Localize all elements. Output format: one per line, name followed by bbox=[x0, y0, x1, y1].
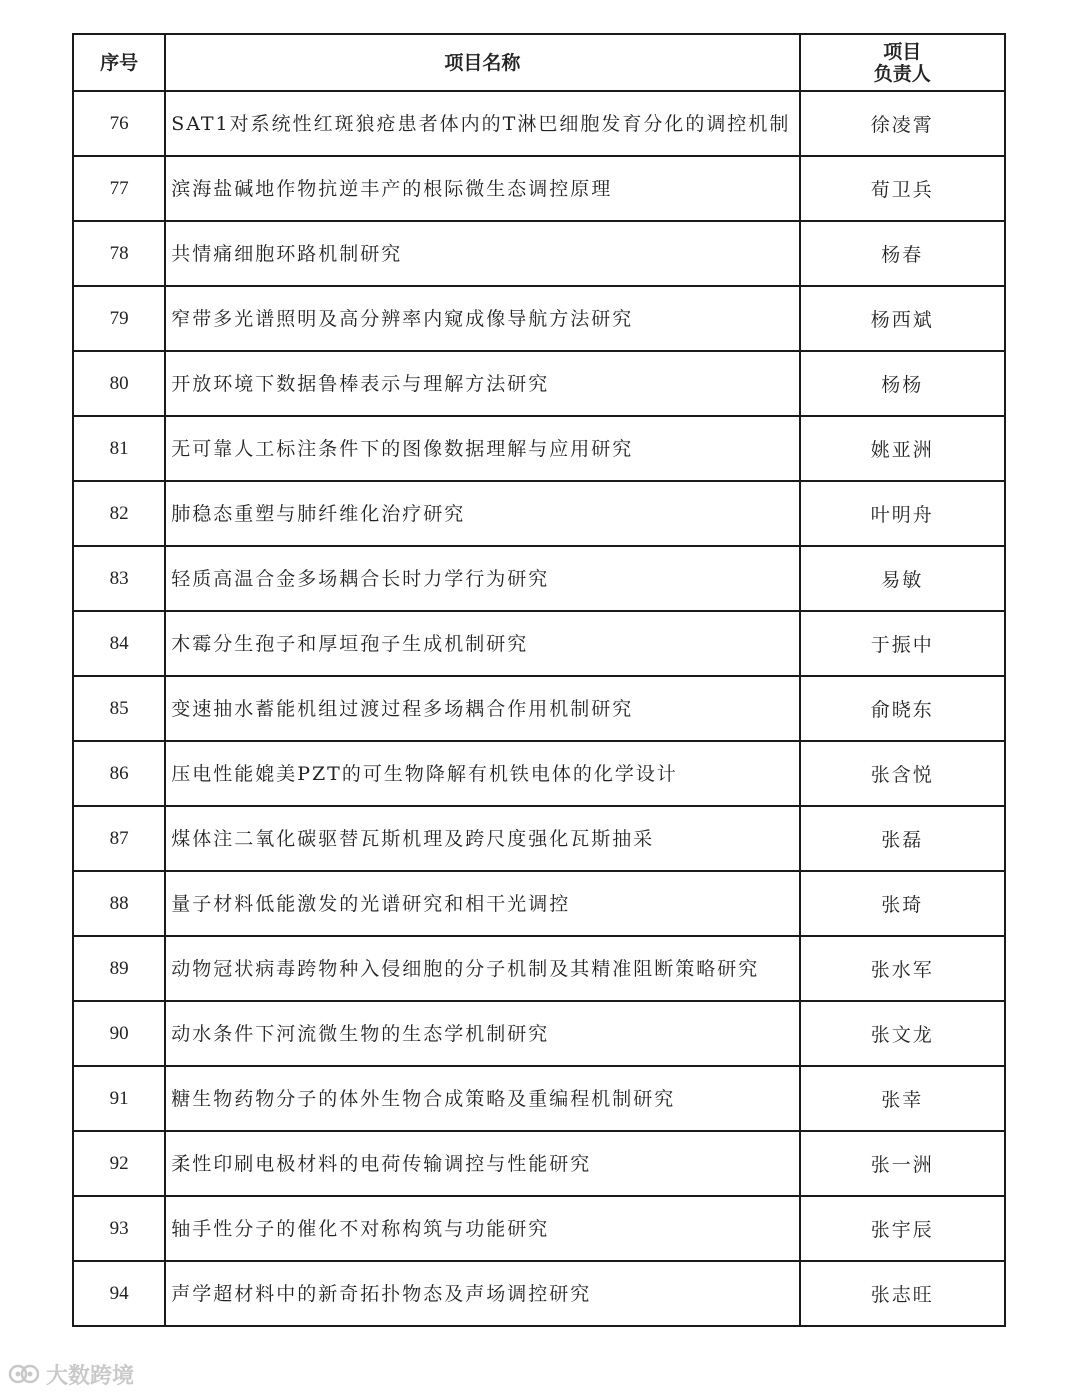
table-row bbox=[73, 416, 1005, 481]
row-number: 90 bbox=[73, 1001, 165, 1066]
table-row bbox=[73, 806, 1005, 871]
project-owner: 张宇辰 bbox=[800, 1196, 1005, 1261]
project-owner: 杨杨 bbox=[800, 351, 1005, 416]
row-number: 93 bbox=[73, 1196, 165, 1261]
table-row bbox=[73, 611, 1005, 676]
project-name: 木霉分生孢子和厚垣孢子生成机制研究 bbox=[165, 611, 799, 676]
table-row bbox=[73, 546, 1005, 611]
project-name: 轴手性分子的催化不对称构筑与功能研究 bbox=[165, 1196, 799, 1261]
row-number: 86 bbox=[73, 741, 165, 806]
project-name: 窄带多光谱照明及高分辨率内窥成像导航方法研究 bbox=[165, 286, 799, 351]
row-number: 88 bbox=[73, 871, 165, 936]
row-number: 94 bbox=[73, 1261, 165, 1326]
project-owner: 叶明舟 bbox=[800, 481, 1005, 546]
table-row bbox=[73, 741, 1005, 806]
project-name: 肺稳态重塑与肺纤维化治疗研究 bbox=[165, 481, 799, 546]
table-row bbox=[73, 156, 1005, 221]
project-name: 无可靠人工标注条件下的图像数据理解与应用研究 bbox=[165, 416, 799, 481]
row-number: 83 bbox=[73, 546, 165, 611]
row-number: 91 bbox=[73, 1066, 165, 1131]
project-owner: 张幸 bbox=[800, 1066, 1005, 1131]
project-name: 压电性能媲美PZT的可生物降解有机铁电体的化学设计 bbox=[165, 741, 799, 806]
project-owner: 荀卫兵 bbox=[800, 156, 1005, 221]
table-row bbox=[73, 1066, 1005, 1131]
header-no: 序号 bbox=[73, 34, 165, 91]
project-owner: 张琦 bbox=[800, 871, 1005, 936]
project-name: 动物冠状病毒跨物种入侵细胞的分子机制及其精准阻断策略研究 bbox=[165, 936, 799, 1001]
header-name: 项目名称 bbox=[165, 34, 799, 91]
project-owner: 张一洲 bbox=[800, 1131, 1005, 1196]
table-row bbox=[73, 871, 1005, 936]
project-owner: 张含悦 bbox=[800, 741, 1005, 806]
table-row bbox=[73, 1261, 1005, 1326]
table-row bbox=[73, 286, 1005, 351]
project-owner: 张水军 bbox=[800, 936, 1005, 1001]
table-row bbox=[73, 1131, 1005, 1196]
project-name: 变速抽水蓄能机组过渡过程多场耦合作用机制研究 bbox=[165, 676, 799, 741]
project-table bbox=[72, 33, 1006, 1327]
project-owner: 张磊 bbox=[800, 806, 1005, 871]
project-name: 开放环境下数据鲁棒表示与理解方法研究 bbox=[165, 351, 799, 416]
row-number: 85 bbox=[73, 676, 165, 741]
project-owner: 杨春 bbox=[800, 221, 1005, 286]
table-row bbox=[73, 481, 1005, 546]
row-number: 84 bbox=[73, 611, 165, 676]
table-row bbox=[73, 221, 1005, 286]
project-name: 声学超材料中的新奇拓扑物态及声场调控研究 bbox=[165, 1261, 799, 1326]
project-owner: 张志旺 bbox=[800, 1261, 1005, 1326]
row-number: 81 bbox=[73, 416, 165, 481]
project-owner: 于振中 bbox=[800, 611, 1005, 676]
table-row bbox=[73, 351, 1005, 416]
project-owner: 徐凌霄 bbox=[800, 91, 1005, 156]
project-name: 糖生物药物分子的体外生物合成策略及重编程机制研究 bbox=[165, 1066, 799, 1131]
table-row bbox=[73, 1001, 1005, 1066]
project-owner: 张文龙 bbox=[800, 1001, 1005, 1066]
row-number: 92 bbox=[73, 1131, 165, 1196]
watermark-text: 大数跨境 bbox=[46, 1363, 135, 1389]
table-row bbox=[73, 676, 1005, 741]
logo-icon bbox=[8, 1362, 42, 1386]
project-owner: 杨西斌 bbox=[800, 286, 1005, 351]
project-name: SAT1对系统性红斑狼疮患者体内的T淋巴细胞发育分化的调控机制 bbox=[165, 91, 799, 156]
row-number: 89 bbox=[73, 936, 165, 1001]
row-number: 80 bbox=[73, 351, 165, 416]
header-owner-line1: 项目 bbox=[883, 40, 922, 63]
watermark bbox=[8, 1360, 134, 1388]
table-body bbox=[73, 91, 1005, 1326]
project-name: 煤体注二氧化碳驱替瓦斯机理及跨尺度强化瓦斯抽采 bbox=[165, 806, 799, 871]
project-name: 柔性印刷电极材料的电荷传输调控与性能研究 bbox=[165, 1131, 799, 1196]
project-name: 轻质高温合金多场耦合长时力学行为研究 bbox=[165, 546, 799, 611]
table-row bbox=[73, 91, 1005, 156]
table-header bbox=[73, 34, 1005, 91]
header-owner-line2: 负责人 bbox=[873, 62, 931, 85]
project-name: 动水条件下河流微生物的生态学机制研究 bbox=[165, 1001, 799, 1066]
project-owner: 易敏 bbox=[800, 546, 1005, 611]
row-number: 79 bbox=[73, 286, 165, 351]
row-number: 78 bbox=[73, 221, 165, 286]
project-name: 量子材料低能激发的光谱研究和相干光调控 bbox=[165, 871, 799, 936]
table-row bbox=[73, 936, 1005, 1001]
project-owner: 俞晓东 bbox=[800, 676, 1005, 741]
table-row bbox=[73, 1196, 1005, 1261]
header-row bbox=[73, 34, 1005, 91]
row-number: 76 bbox=[73, 91, 165, 156]
project-name: 滨海盐碱地作物抗逆丰产的根际微生态调控原理 bbox=[165, 156, 799, 221]
project-name: 共情痛细胞环路机制研究 bbox=[165, 221, 799, 286]
row-number: 87 bbox=[73, 806, 165, 871]
project-owner: 姚亚洲 bbox=[800, 416, 1005, 481]
header-owner bbox=[800, 34, 1005, 91]
row-number: 77 bbox=[73, 156, 165, 221]
row-number: 82 bbox=[73, 481, 165, 546]
